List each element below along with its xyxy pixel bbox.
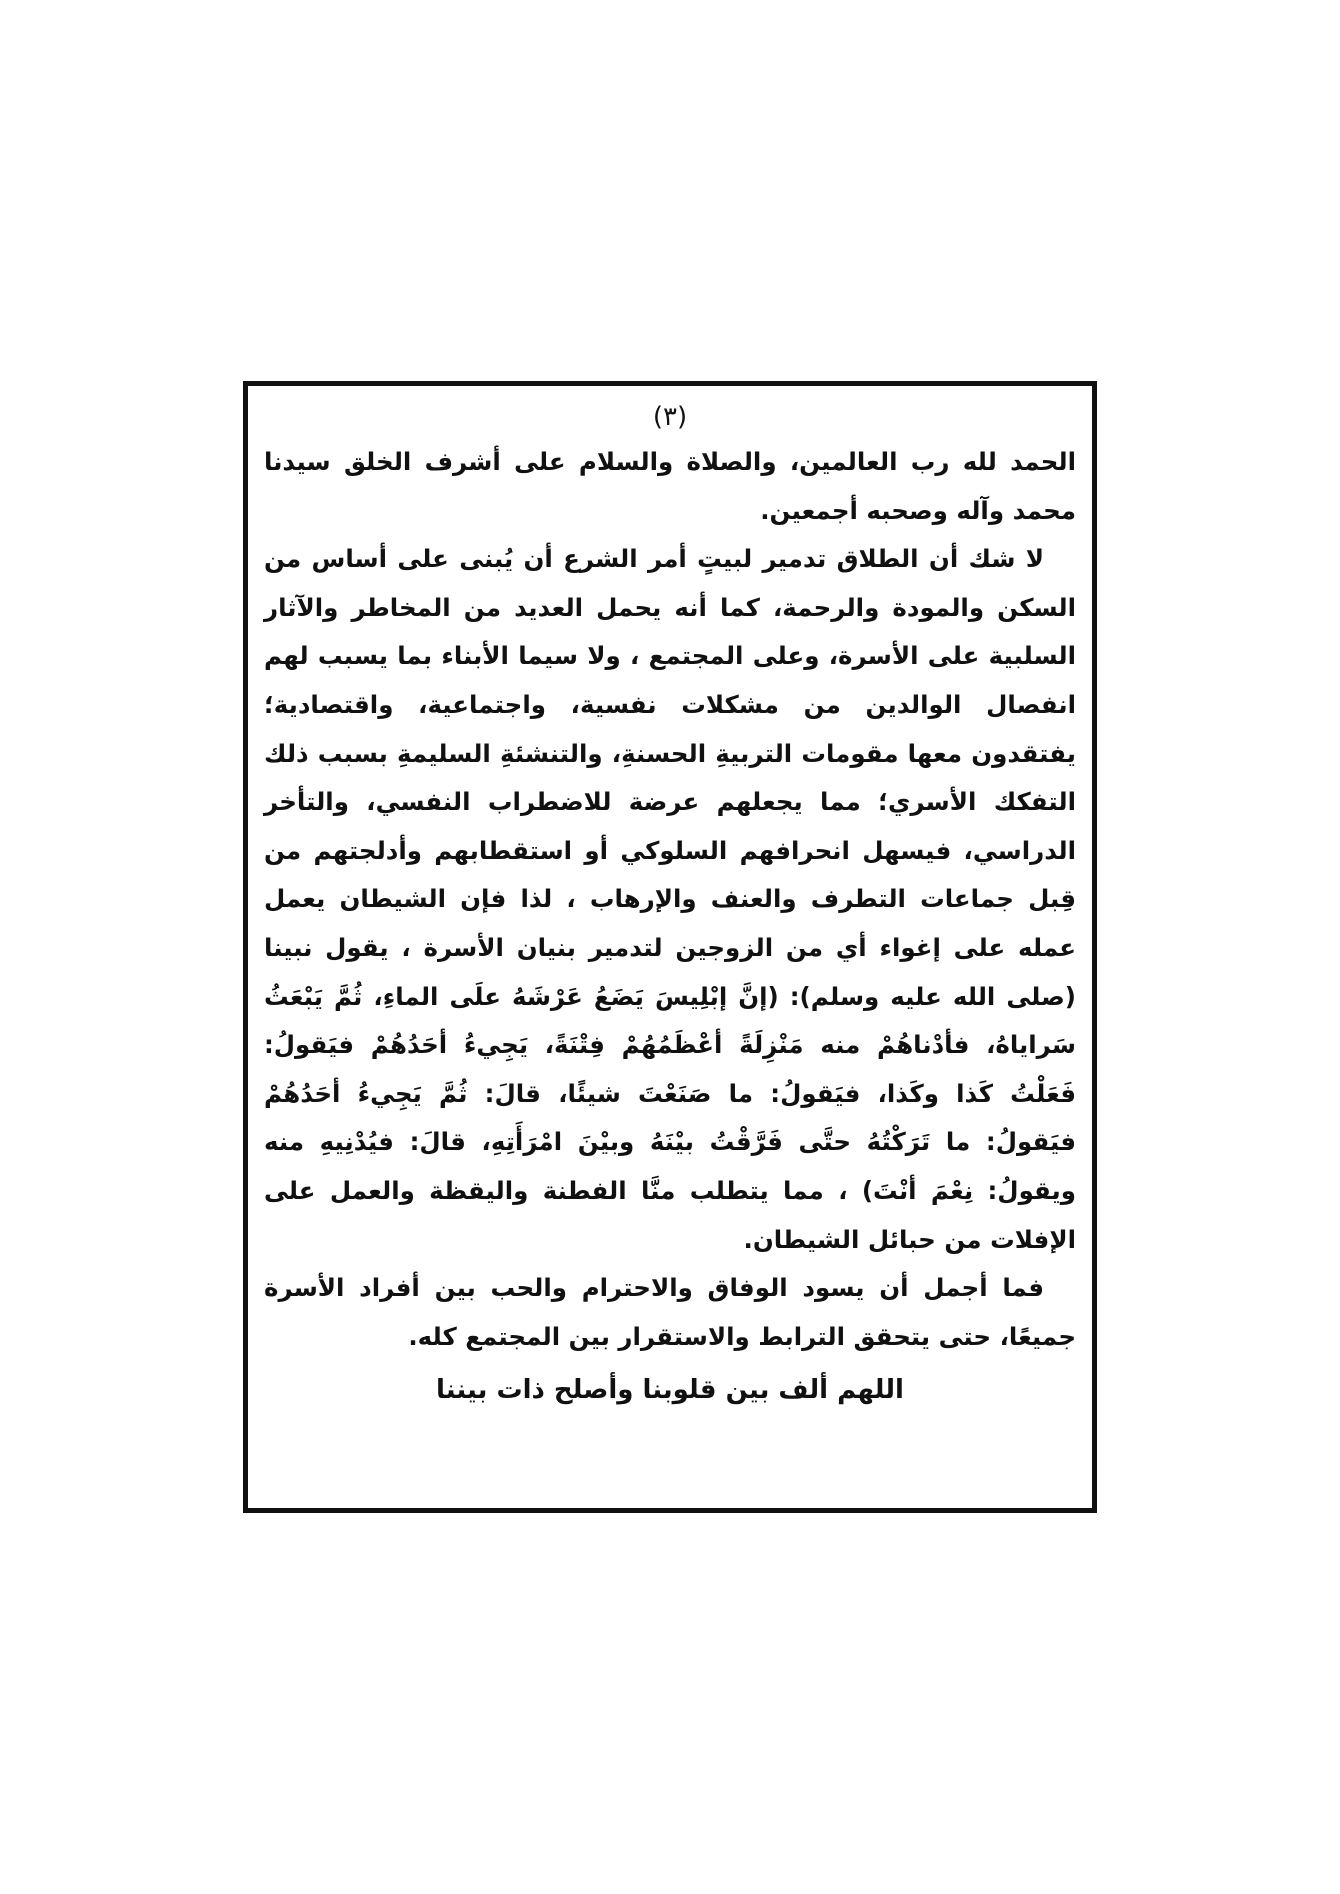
conclusion-paragraph: فما أجمل أن يسود الوفاق والاحترام والحب بين أفراد الأسرة جميعًا، حتى يتحقق الترابط والاستقرار بين المجتمع كله. [264,1273,1076,1351]
article-body [264,438,1076,1361]
page-frame [243,381,1097,1513]
page-number: (٣) [652,402,688,432]
closing-prayer: اللهم ألف بين قلوبنا وأصلح ذات بيننا [436,1375,904,1406]
main-paragraph: لا شك أن الطلاق تدمير لبيتٍ أمر الشرع أن يُبنى على أساس من السكن والمودة والرحمة، كما أنه يحمل العديد من المخاطر والآثار السلبية على الأسرة، وعلى المجتمع ، ولا سيما الأبناء بما يسبب لهم انفصال الوالدين من مشكلات نفسية، واجتماعية، واقتصادية؛ يفتقدون معها مقومات التربيةِ الحسنةِ، والتنشئةِ السليمةِ بسبب ذلك التفكك الأسري؛ مما يجعلهم عرضة للاضطراب النفسي، والتأخر الدراسي، فيسهل انحرافهم السلوكي أو استقطابهم وأدلجتهم من قِبل جماعات التطرف والعنف والإرهاب ، لذا فإن الشيطان يعمل عمله على إغواء أي من الزوجين لتدمير بنيان الأسرة ، يقول نبينا (صلى الله عليه وسلم): (إنَّ إبْلِيسَ يَضَعُ عَرْشَهُ علَى الماءِ، ثُمَّ يَبْعَثُ سَراياهُ، فأدْناهُمْ منه مَنْزِلَةً أعْظَمُهُمْ فِتْنَةً، يَجِيءُ أحَدُهُمْ فيَقولُ: فَعَلْتُ كَذا وكَذا، فيَقولُ: ما صَنَعْتَ شيئًا، قالَ: ثُمَّ يَجِيءُ أحَدُهُمْ فيَقولُ: ما تَرَكْتُهُ حتَّى فَرَّقْتُ بيْنَهُ وبيْنَ امْرَأَتِهِ، قالَ: فيُدْنِيهِ منه ويقولُ: نِعْمَ أنْتَ) ، مما يتطلب منَّا الفطنة واليقظة والعمل على الإفلات من حبائل الشيطان. [264,544,1076,1254]
opening-paragraph: الحمد لله رب العالمين، والصلاة والسلام على أشرف الخلق سيدنا محمد وآله وصحبه أجمعين. [264,447,1076,525]
